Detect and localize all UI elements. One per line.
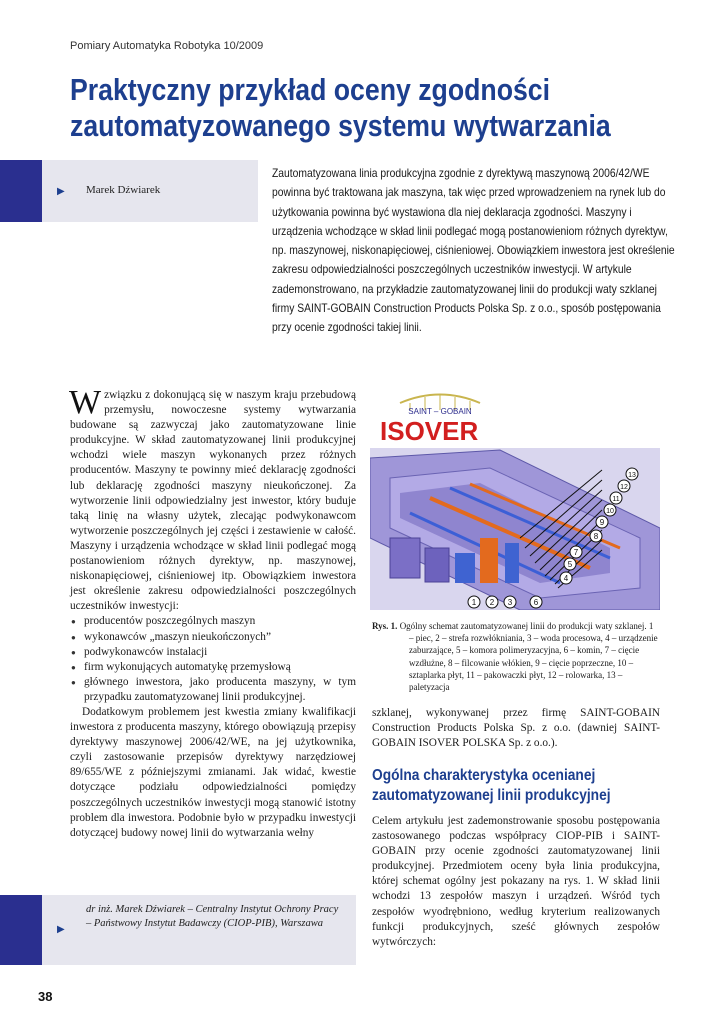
production-line-figure (370, 388, 660, 610)
affiliation-tab (0, 895, 42, 965)
responsibility-list (70, 614, 356, 705)
caption-text: Ogólny schemat zautomatyzowanej linii do produkcji waty szklanej. 1 – piec, 2 – strefa rozwłókniania, 3 – woda procesowa, 4 – urządzenie zaburzające, 5 – komora polimeryzacyjna, 6 – komin, 7 – cięcie wzdłużne, 8 – filcowanie włókien, 9 – cięcie poprzeczne, 10 – sztaplarka płyt, 11 – pakowaczki płyt, 12 – rolowarka, 13 – paletyzacja (397, 621, 658, 693)
brand-logo: ISOVER (380, 416, 479, 446)
article-title (70, 72, 611, 144)
list-item: ● firm wykonujących automatykę przemysłową (70, 660, 356, 675)
callout-2: 2 (489, 598, 495, 607)
section-body (372, 814, 660, 950)
triangle-right-icon: ▶ (57, 924, 65, 935)
production-line-diagram (370, 388, 660, 610)
callout-5: 5 (567, 560, 573, 569)
body-left-column (69, 384, 356, 841)
journal-header: Pomiary Automatyka Robotyka 10/2009 (70, 40, 264, 52)
list-item: ● głównego inwestora, jako producenta maszyny, w tym przypadku zautomatyzowanej linii produkcyjnej. (70, 675, 356, 705)
section-heading-line-1: Ogólna charakterystyka ocenianej (372, 767, 596, 784)
title-line-2: zautomatyzowanego systemu wytwarzania (70, 108, 611, 143)
author-affiliation: dr inż. Marek Dźwiarek – Centralny Instytut Ochrony Pracy – Państwowy Instytut Badawczy (CIOP-PIB), Warszawa (86, 904, 339, 929)
callout-13: 13 (628, 472, 636, 479)
intro-text: związku z dokonującą się w naszym kraju przebudową przemysłu, nowoczesne systemy wytwarzania budowane są zazwyczaj jako zautomatyzowane linie produkcyjne. W skład zautomatyzowanej linii produkcyjnej wchodzi wiele maszyn wykonanych przez różnych producentów. Maszyny te powinny mieć deklarację zgodności lub deklarację zgodności maszyny nieukończonej. Za wytworzenie linii odpowiedzialny jest inwestor, który buduje taką linię na własny użytek, zlecając podwykonawcom wytworzenie poszczególnych jej części i zestawienie w całość. Maszyny i urządzenia wchodzące w skład linii podlegać mogą postanowieniom różnych dyrektyw, np. maszynowej, niskonapięciowej, ciśnieniowej itp. Obowiązkiem inwestora jest określenie zakresu odpowiedzialności poszczególnych uczestników inwestycji: (70, 389, 356, 613)
author-tab (0, 160, 42, 222)
caption-label: Rys. 1. (372, 621, 398, 631)
list-item: ● producentów poszczególnych maszyn (70, 614, 356, 629)
figure-caption (372, 620, 660, 693)
second-paragraph: Dodatkowym problemem jest kwestia zmiany kwalifikacji inwestora z producenta maszyny, którego obowiązują przepisy dyrektywy maszynowej 2006/42/WE, na jej użytkownika, czyli zastosowanie przepisów dyrektywy narzędziowej 89/655/WE z późniejszymi zmianami. Jak widać, kwestie dotyczące podziału odpowiedzialności pomiędzy poszczególnych uczestników inwestycji mogą stanowić istotny problem dla inwestora. Podobnie było w przypadku inwestycji dotyczącej budowy nowej linii do wytwarzania wełny (70, 705, 356, 839)
page-number: 38 (38, 989, 53, 1004)
callout-11: 11 (612, 496, 620, 503)
callout-10: 10 (606, 508, 614, 515)
continuation-paragraph: szklanej, wykonywanej przez firmę SAINT-GOBAIN Construction Products Polska Sp. z o.o. (dawniej SAINT-GOBAIN ISOVER POLSKA Sp. z o.o.). (372, 707, 660, 750)
lead-abstract: Zautomatyzowana linia produkcyjna zgodnie z dyrektywą maszynową 2006/42/WE powinna być traktowana jak maszyna, tak więc przed wprowadzeniem na rynek lub do użytkowania powinna być wystawiona dla niej deklaracja zgodności. Maszyny i urządzenia wchodzące w skład linii podlegać mogą postanowieniom różnych dyrektyw, np. maszynowej, niskonapięciowej, ciśnieniowej. Obowiązkiem inwestora jest określenie zakresu odpowiedzialności poszczególnych uczestników inwestycji. W artykule zademonstrowano, na przykładzie zautomatyzowanej linii do produkcji waty szklanej firmy SAINT-GOBAIN Construction Products Polska Sp. z o.o., sposób postępowania przy ocenie zgodności takiej linii. (272, 166, 675, 335)
section-heading-line-2: zautomatyzowanej linii produkcyjnej (372, 787, 611, 804)
callout-4: 4 (563, 574, 569, 583)
author-name: Marek Dźwiarek (86, 184, 161, 196)
callout-8: 8 (593, 532, 599, 541)
section-heading (372, 766, 656, 806)
callout-7: 7 (573, 548, 579, 557)
callout-1: 1 (471, 598, 477, 607)
callout-12: 12 (620, 484, 628, 491)
triangle-right-icon: ▶ (57, 186, 65, 197)
callout-6: 6 (533, 598, 539, 607)
callout-9: 9 (599, 518, 605, 527)
brand-top: SAINT – GOBAIN (408, 407, 472, 416)
list-item: ● wykonawców „maszyn nieukończonych” (70, 630, 356, 645)
callout-3: 3 (507, 598, 513, 607)
title-line-1: Praktyczny przykład oceny zgodności (70, 72, 551, 107)
section-paragraph: Celem artykułu jest zademonstrowanie sposobu postępowania zastosowanego podczas współpracy CIOP-PIB i SAINT-GOBAIN przy ocenie zgodności zautomatyzowanej linii produkcyjnej. Przedmiotem oceny była linia produkcyjna, której schemat ogólny jest pokazany na rys. 1. W skład linii wchodzi 13 zespołów maszyn i urządzeń. Wśród tych zespołów wyodrębniono, według kryterium realizowanych funkcji produkcyjnych, sześć głównych zespołów wytwórczych: (372, 815, 660, 948)
intro-paragraph (69, 384, 356, 614)
list-item: ● podwykonawców instalacji (70, 645, 356, 660)
drop-cap: W (69, 384, 102, 421)
body-right-column (372, 706, 660, 751)
